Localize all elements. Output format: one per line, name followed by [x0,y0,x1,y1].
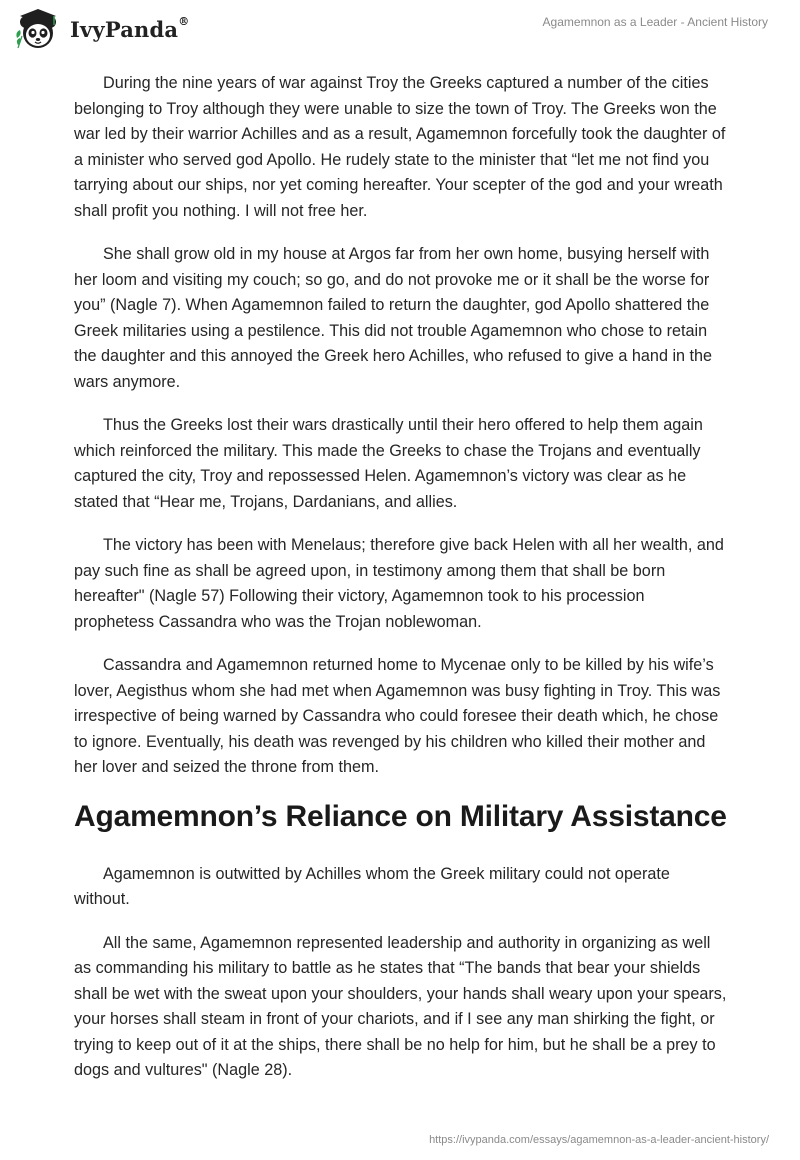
ivypanda-logo[interactable] [14,8,189,50]
paragraph: During the nine years of war against Troy the Greeks captured a number of the cities belonging to Troy although they were unable to size the town of Troy. The Greeks won the war led by their warrior Achilles and as a result, Agamemnon forcefully took the daughter of a minister who served god Apollo. He rudely state to the minister that “let me not find you tarrying about our ships, nor yet coming hereafter. Your scepter of the god and your wreath shall profit you nothing. I will not free her. [74,74,726,220]
section-heading: Agamemnon’s Reliance on Military Assistance [74,799,727,833]
page-header [0,0,800,60]
document-title: Agamemnon as a Leader - Ancient History [542,15,768,29]
paragraph: Cassandra and Agamemnon returned home to Mycenae only to be killed by his wife’s lover, Aegisthus whom she had met when Agamemnon was busy fighting in Troy. This was irrespective of being warned by Cassandra who could foresee their death which, he chose to ignore. Eventually, his death was revenged by his children who killed their mother and her lover and seized the throne from them. [74,656,721,776]
panda-graduation-cap-icon [14,8,64,50]
brand-name: IvyPanda® [70,14,190,42]
paragraph: Thus the Greeks lost their wars drastically until their hero offered to help them again which reinforced the military. This made the Greeks to chase the Trojans and eventually captured the city, Troy and repossessed Helen. Agamemnon’s victory was clear as he stated that “Hear me, Trojans, Dardanians, and allies. [74,416,703,511]
paragraph: She shall grow old in my house at Argos far from her own home, busying herself with her loom and visiting my couch; so go, and do not provoke me or it shall be the worse for you” (Nagle 7). When Agamemnon failed to return the daughter, god Apollo shattered the Greek militaries using a pestilence. This did not trouble Agamemnon who chose to retain the daughter and this annoyed the Greek hero Achilles, who refused to give a hand in the wars anymore. [74,245,713,391]
source-url[interactable]: https://ivypanda.com/essays/agamemnon-as-a-leader-ancient-history/ [429,1134,769,1146]
paragraph: Agamemnon is outwitted by Achilles whom the Greek military could not operate without. [74,864,670,908]
paragraph: The victory has been with Menelaus; therefore give back Helen with all her wealth, and pay such fine as shall be agreed upon, in testimony among them that shall be born hereafter" (Nagle 57) Following their victory, Agamemnon took to his procession prophetess Cassandra who was the Trojan noblewoman. [74,536,724,631]
article-body [74,71,728,1102]
paragraph: All the same, Agamemnon represented leadership and authority in organizing as well as commanding his military to battle as he states that “The bands that bear your shields shall be wet with the sweat upon your shoulders, your hands shall weary upon your spears, your horses shall steam in front of your chariots, and if I see any man shirking the fight, or trying to keep out of it at the ships, there shall be no help for him, but he shall be a prey to dogs and vultures" (Nagle 28). [74,933,727,1079]
